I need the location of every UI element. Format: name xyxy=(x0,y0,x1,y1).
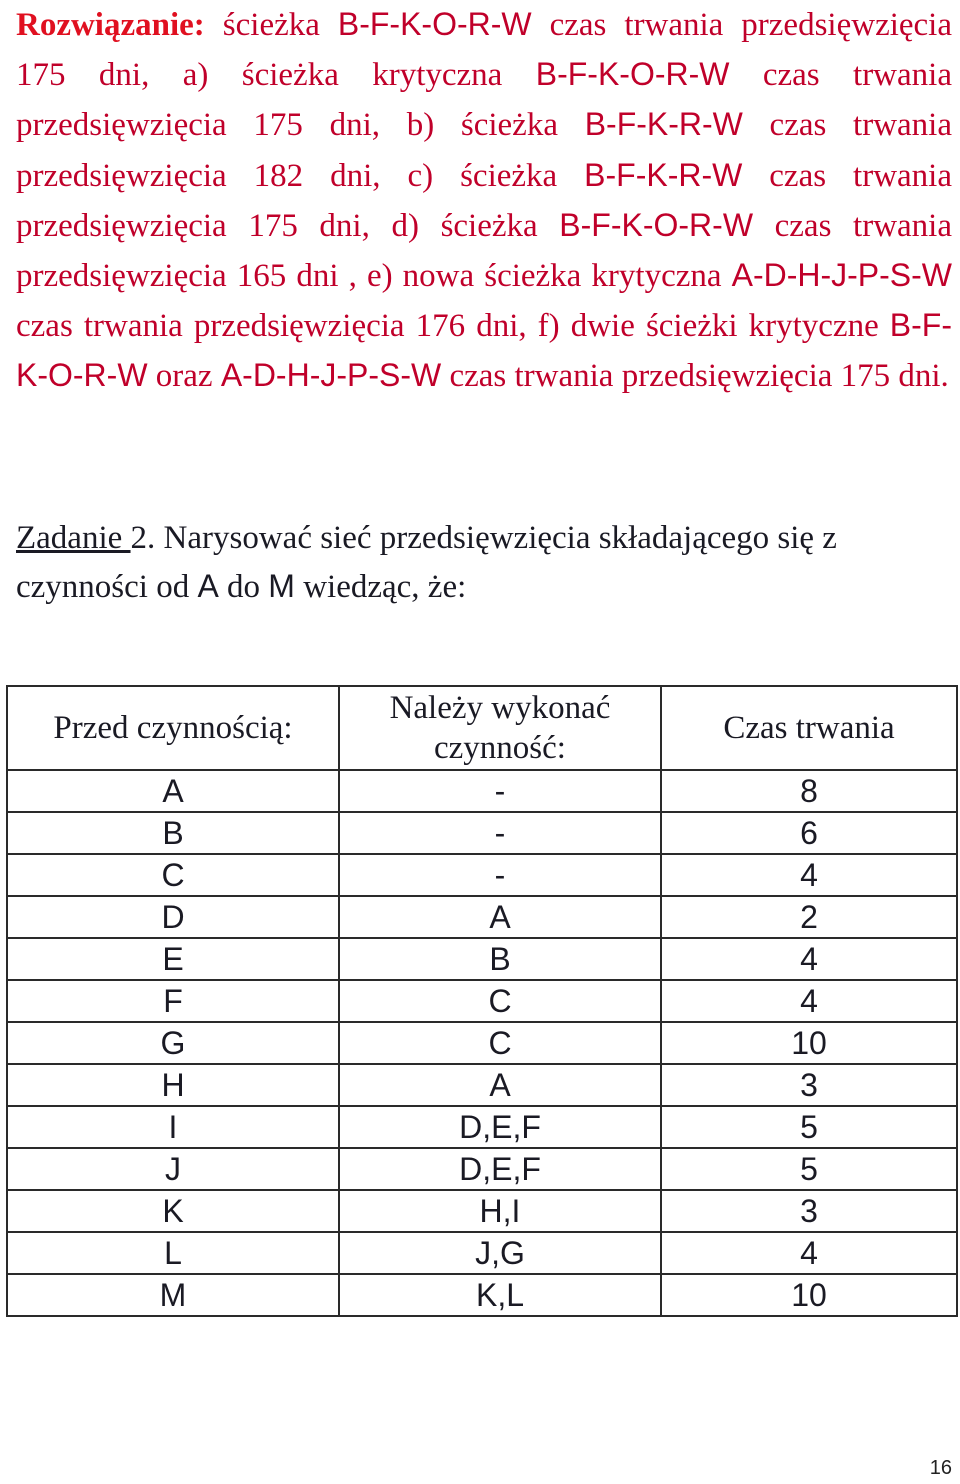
path-code: B-F-K-R-W xyxy=(584,106,743,143)
task-number: 2. xyxy=(130,520,156,556)
cell-activity: C xyxy=(7,854,339,896)
solution-text: czas trwania przedsięwzięcia 175 dni. xyxy=(441,358,949,395)
cell-activity: D xyxy=(7,896,339,938)
cell-activity: G xyxy=(7,1022,339,1064)
cell-predecessor: C xyxy=(339,980,661,1022)
solution-body xyxy=(16,7,952,394)
solution-paragraph xyxy=(16,0,952,402)
cell-activity: A xyxy=(7,770,339,812)
cell-duration: 5 xyxy=(661,1106,957,1148)
cell-predecessor: D,E,F xyxy=(339,1106,661,1148)
header-duration: Czas trwania xyxy=(661,686,957,770)
path-code: B-F-K-R-W xyxy=(584,156,743,193)
path-code: B-F-K-O-R-W xyxy=(535,56,730,93)
cell-activity: M xyxy=(7,1274,339,1316)
cell-predecessor: A xyxy=(339,896,661,938)
solution-text: czas trwania przedsięwzięcia 175 dni, a) ścieżka krytyczna xyxy=(16,7,952,94)
solution-text: oraz xyxy=(147,358,221,395)
table-row xyxy=(7,1022,957,1064)
cell-activity: H xyxy=(7,1064,339,1106)
cell-duration: 2 xyxy=(661,896,957,938)
task-text-3: wiedząc, że: xyxy=(294,569,467,605)
task-text-2: do xyxy=(218,569,269,605)
cell-predecessor: C xyxy=(339,1022,661,1064)
cell-activity: L xyxy=(7,1232,339,1274)
cell-duration: 6 xyxy=(661,812,957,854)
table-row xyxy=(7,1064,957,1106)
table-row xyxy=(7,812,957,854)
cell-duration: 10 xyxy=(661,1274,957,1316)
task-to-activity: M xyxy=(268,568,295,604)
table-row xyxy=(7,980,957,1022)
task-label: Zadanie xyxy=(16,520,131,556)
cell-predecessor: B xyxy=(339,938,661,980)
table-row xyxy=(7,938,957,980)
path-code: B-F-K-O-R-W xyxy=(559,206,754,243)
table-header-row xyxy=(7,686,957,770)
cell-predecessor: K,L xyxy=(339,1274,661,1316)
table-row xyxy=(7,770,957,812)
path-code: A-D-H-J-P-S-W xyxy=(220,357,442,394)
cell-activity: J xyxy=(7,1148,339,1190)
path-code: A-D-H-J-P-S-W xyxy=(731,257,952,294)
task-paragraph xyxy=(16,514,952,611)
cell-duration: 4 xyxy=(661,1232,957,1274)
page-number: 16 xyxy=(929,1457,952,1479)
cell-activity: I xyxy=(7,1106,339,1148)
cell-activity: F xyxy=(7,980,339,1022)
cell-predecessor: - xyxy=(339,854,661,896)
table-row xyxy=(7,1232,957,1274)
solution-text: czas trwania przedsięwzięcia 175 dni, d) ścieżka xyxy=(16,157,952,244)
cell-activity: B xyxy=(7,812,339,854)
cell-predecessor: - xyxy=(339,812,661,854)
cell-predecessor: - xyxy=(339,770,661,812)
header-before-activity: Przed czynnością: xyxy=(7,686,339,770)
table-row xyxy=(7,1148,957,1190)
solution-label: Rozwiązanie: xyxy=(16,7,205,43)
solution-text: ścieżka xyxy=(204,7,338,43)
cell-predecessor: J,G xyxy=(339,1232,661,1274)
solution-text: czas trwania przedsięwzięcia 176 dni, f) dwie ścieżki krytyczne xyxy=(16,308,890,345)
cell-duration: 4 xyxy=(661,938,957,980)
cell-predecessor: A xyxy=(339,1064,661,1106)
solution-text: czas trwania przedsięwzięcia 182 dni, c) ścieżka xyxy=(16,107,952,194)
solution-text: czas trwania przedsięwzięcia 175 dni, b) ścieżka xyxy=(16,57,952,144)
precedence-table xyxy=(6,685,958,1317)
cell-activity: E xyxy=(7,938,339,980)
cell-predecessor: D,E,F xyxy=(339,1148,661,1190)
cell-duration: 3 xyxy=(661,1064,957,1106)
cell-predecessor: H,I xyxy=(339,1190,661,1232)
table-row xyxy=(7,1106,957,1148)
table-row xyxy=(7,854,957,896)
table-body xyxy=(7,770,957,1316)
cell-duration: 4 xyxy=(661,854,957,896)
cell-duration: 8 xyxy=(661,770,957,812)
cell-duration: 5 xyxy=(661,1148,957,1190)
path-code: B-F-K-O-R-W xyxy=(16,307,952,394)
table-row xyxy=(7,1274,957,1316)
cell-activity: K xyxy=(7,1190,339,1232)
path-code: B-F-K-O-R-W xyxy=(337,6,532,42)
solution-text: czas trwania przedsięwzięcia 165 dni , e) nowa ścieżka krytyczna xyxy=(16,207,952,295)
header-required-activity: Należy wykonać czynność: xyxy=(339,686,661,770)
cell-duration: 10 xyxy=(661,1022,957,1064)
table-row xyxy=(7,896,957,938)
cell-duration: 3 xyxy=(661,1190,957,1232)
table-row xyxy=(7,1190,957,1232)
cell-duration: 4 xyxy=(661,980,957,1022)
task-text-1: Narysować sieć przedsięwzięcia składającego się z czynności od xyxy=(16,520,837,605)
task-from-activity: A xyxy=(197,568,219,604)
